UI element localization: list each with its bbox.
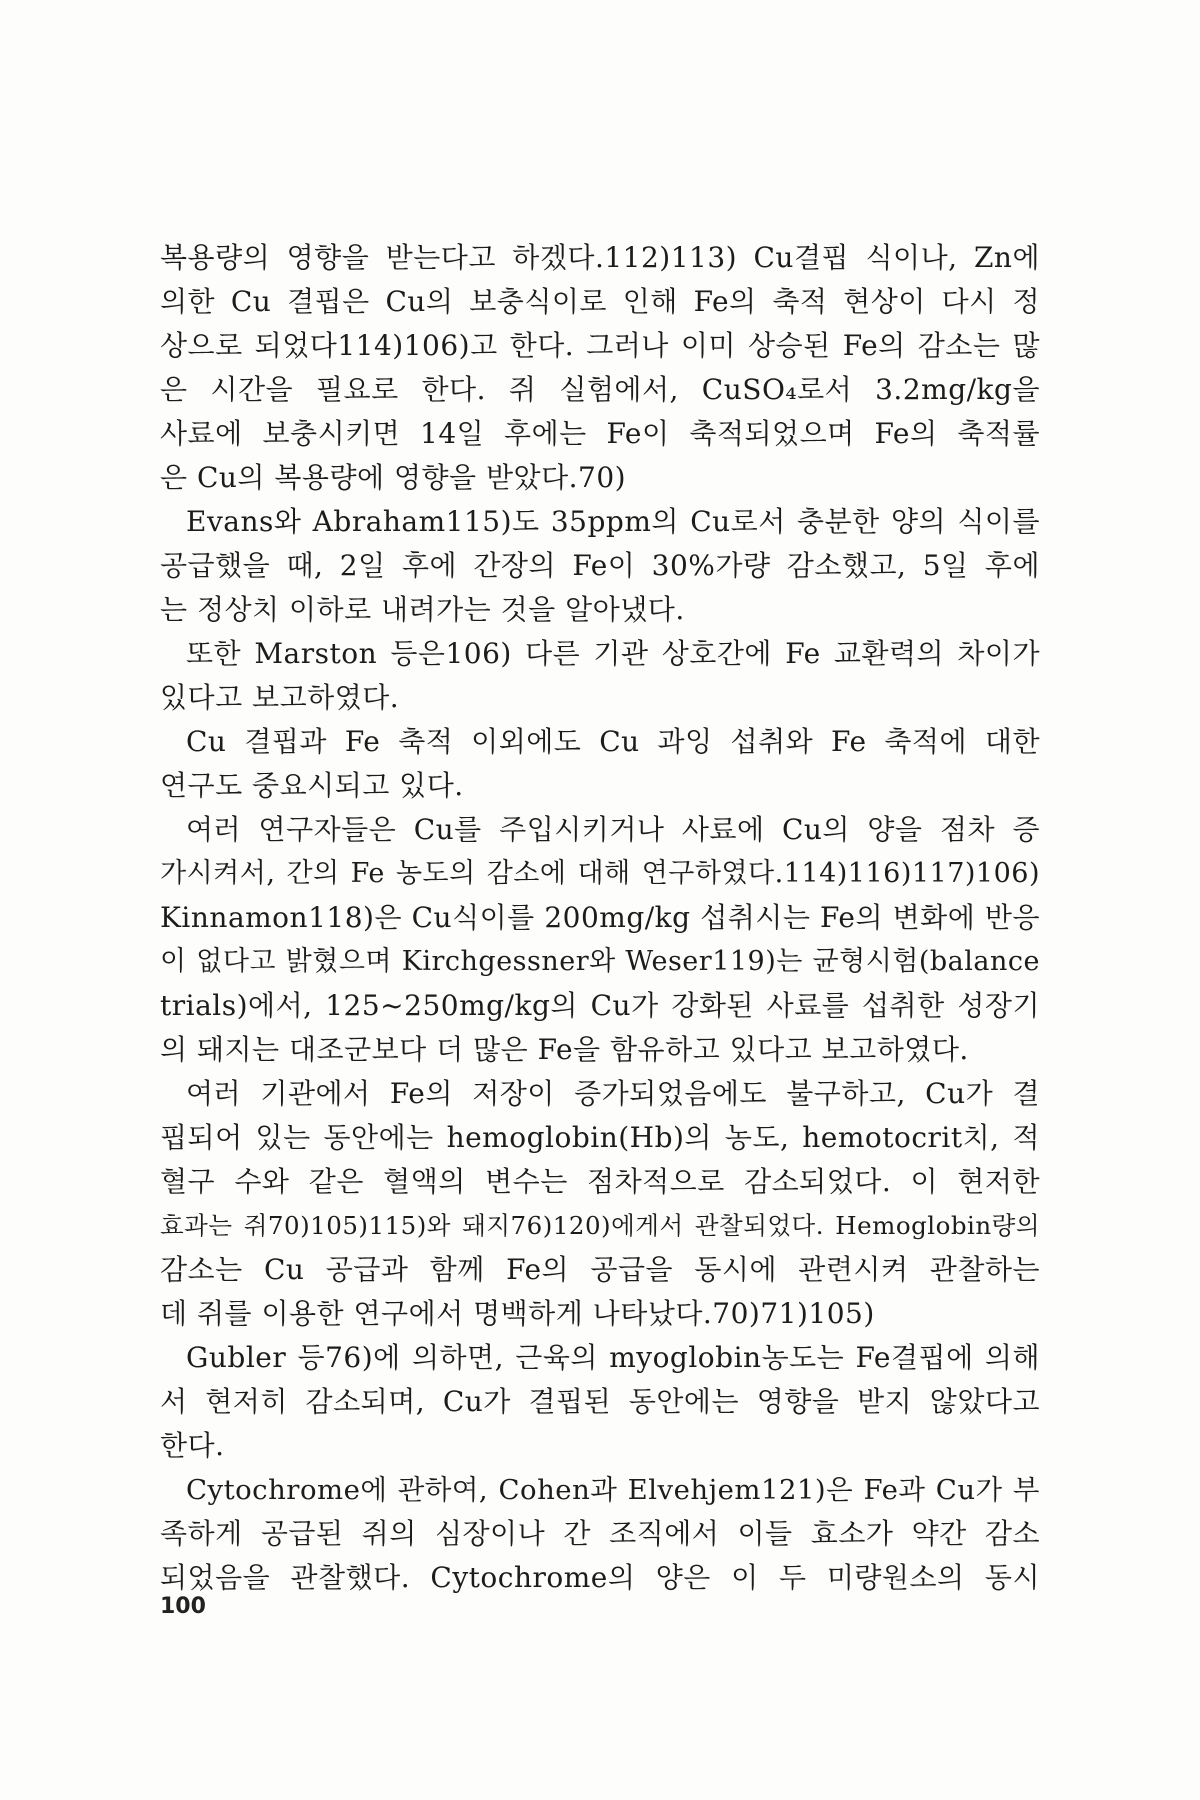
text-line: 은 시간을 필요로 한다. 쥐 실험에서, CuSO₄로서 3.2mg/kg을 (160, 373, 1040, 406)
text-line: Cytochrome에 관하여, Cohen과 Elvehjem121)은 Fe과 Cu가 부 (186, 1474, 1040, 1506)
page-number: 100 (160, 1594, 206, 1619)
text-line: 는 정상치 이하로 내려가는 것을 알아냈다. (160, 593, 685, 626)
text-line: 의 돼지는 대조군보다 더 많은 Fe을 함유하고 있다고 보고하였다. (160, 1033, 969, 1066)
text-line: Evans와 Abraham115)도 35ppm의 Cu로서 충분한 양의 식이를 (186, 505, 1040, 538)
text-line: Kinnamon118)은 Cu식이를 200mg/kg 섭취시는 Fe의 변화에 반응 (160, 901, 1040, 934)
text-line: 핍되어 있는 동안에는 hemoglobin(Hb)의 농도, hemotocrit치, 적 (160, 1121, 1040, 1154)
text-line: 사료에 보충시키면 14일 후에는 Fe이 축적되었으며 Fe의 축적률 (160, 417, 1040, 450)
text-line: 한다. (160, 1429, 225, 1462)
text-line: 여러 연구자들은 Cu를 주입시키거나 사료에 Cu의 양을 점차 증 (186, 813, 1040, 846)
text-line: 복용량의 영향을 받는다고 하겠다.112)113) Cu결핍 식이나, Zn에 (160, 241, 1040, 274)
body-text (160, 236, 1040, 1600)
text-line: 상으로 되었다114)106)고 한다. 그러나 이미 상승된 Fe의 감소는 많 (160, 329, 1040, 362)
text-line: Cu 결핍과 Fe 축적 이외에도 Cu 과잉 섭취와 Fe 축적에 대한 (186, 725, 1041, 758)
text-line: 되었음을 관찰했다. Cytochrome의 양은 이 두 미량원소의 동시 (160, 1561, 1040, 1594)
text-line: 감소는 Cu 공급과 함께 Fe의 공급을 동시에 관련시켜 관찰하는 (160, 1253, 1040, 1286)
text-line: 효과는 쥐70)105)115)와 돼지76)120)에게서 관찰되었다. Hemoglobin량의 (160, 1211, 1040, 1240)
text-line: Gubler 등76)에 의하면, 근육의 myoglobin농도는 Fe결핍에 의해 (186, 1341, 1040, 1374)
text-line: 연구도 중요시되고 있다. (160, 769, 464, 802)
text-line: trials)에서, 125~250mg/kg의 Cu가 강화된 사료를 섭취한 성장기 (160, 989, 1040, 1022)
text-line: 혈구 수와 같은 혈액의 변수는 점차적으로 감소되었다. 이 현저한 (160, 1165, 1040, 1198)
text-line: 가시켜서, 간의 Fe 농도의 감소에 대해 연구하였다.114)116)117)106) (160, 858, 1040, 889)
text-line: 서 현저히 감소되며, Cu가 결핍된 동안에는 영향을 받지 않았다고 (160, 1385, 1040, 1418)
text-line: 있다고 보고하였다. (160, 681, 400, 714)
text-line: 데 쥐를 이용한 연구에서 명백하게 나타났다.70)71)105) (160, 1297, 875, 1330)
text-line: 의한 Cu 결핍은 Cu의 보충식이로 인해 Fe의 축적 현상이 다시 정 (160, 285, 1040, 318)
text-line: 여러 기관에서 Fe의 저장이 증가되었음에도 불구하고, Cu가 결 (186, 1077, 1040, 1110)
text-line: 공급했을 때, 2일 후에 간장의 Fe이 30%가량 감소했고, 5일 후에 (160, 549, 1040, 582)
text-line: 족하게 공급된 쥐의 심장이나 간 조직에서 이들 효소가 약간 감소 (160, 1517, 1040, 1550)
text-line: 또한 Marston 등은106) 다른 기관 상호간에 Fe 교환력의 차이가 (186, 637, 1040, 670)
text-line: 은 Cu의 복용량에 영향을 받았다.70) (160, 461, 627, 494)
text-line: 이 없다고 밝혔으며 Kirchgessner와 Weser119)는 균형시험(balance (160, 946, 1040, 977)
